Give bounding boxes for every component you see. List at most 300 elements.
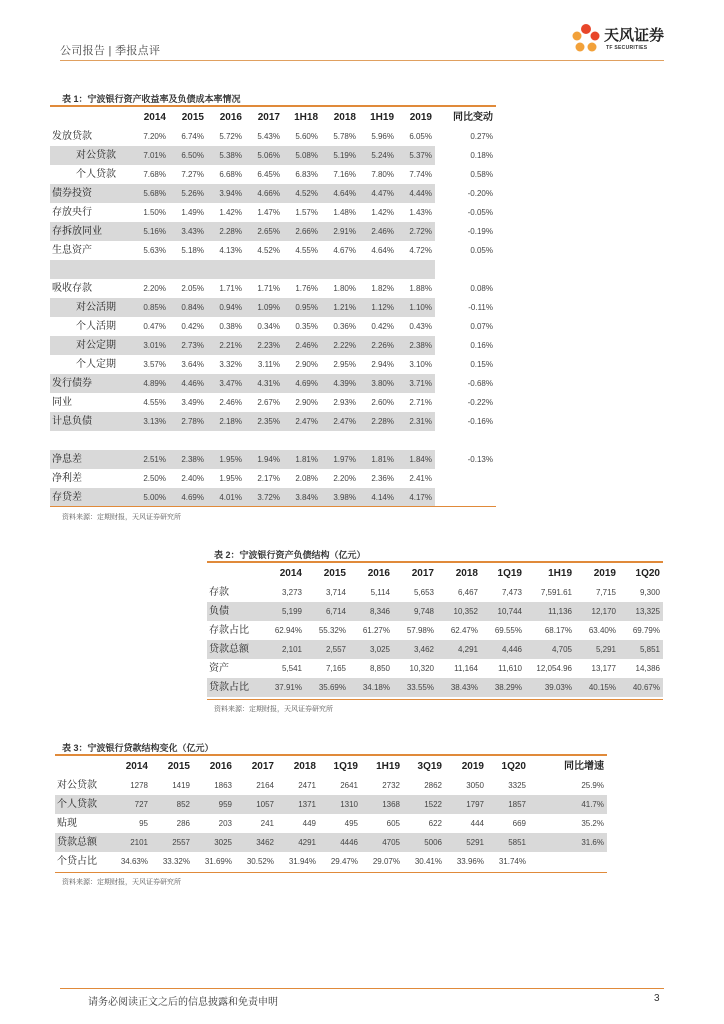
table1-row-label — [50, 260, 130, 279]
table1-cell: 2.50% — [143, 474, 166, 483]
table2-row — [207, 621, 663, 640]
table1-top-rule — [50, 105, 496, 107]
table3-cell: 3050 — [466, 781, 484, 790]
table1-cell — [359, 260, 397, 279]
footer-disclaimer: 请务必阅读正文之后的信息披露和免责申明 — [88, 997, 278, 1008]
table1-cell: 2.73% — [169, 336, 207, 355]
table2-cell: 6,714 — [305, 602, 349, 621]
header-divider — [60, 60, 664, 61]
table2-cell: 7,715 — [595, 588, 616, 597]
table1-cell: 2.46% — [359, 222, 397, 241]
table1-cell: 4.39% — [321, 374, 359, 393]
table1-row-label: 债券投资 — [50, 184, 130, 203]
table3-cell: 4291 — [277, 833, 319, 852]
company-logo — [570, 22, 670, 62]
table3-cell: 1310 — [319, 795, 361, 814]
table1-cell: 4.64% — [371, 246, 394, 255]
table3-col-header: 2015 — [167, 761, 190, 772]
table1-cell: -0.13% — [435, 450, 496, 469]
table1-cell: 5.19% — [321, 146, 359, 165]
table1-cell — [169, 260, 207, 279]
table1-cell: 2.41% — [409, 474, 432, 483]
table1-cell: 7.27% — [181, 170, 204, 179]
table1-cell: 0.95% — [283, 298, 321, 317]
table1-cell: 2.21% — [207, 336, 245, 355]
table1-cell: 6.74% — [181, 132, 204, 141]
table1-cell: 1.71% — [257, 284, 280, 293]
table2-cell: 62.47% — [450, 626, 478, 635]
table1-row-label — [50, 431, 130, 450]
table3-cell: 29.07% — [372, 857, 400, 866]
table1-cell — [435, 431, 496, 450]
table1-row-label: 存拆放同业 — [50, 222, 130, 241]
table2-col-header: 2016 — [367, 568, 390, 579]
table1-cell — [245, 260, 283, 279]
table1-cell: 0.85% — [130, 298, 169, 317]
table2-cell: 10,320 — [409, 664, 434, 673]
table3-cell: 727 — [109, 795, 151, 814]
table2-row-label: 资产 — [209, 663, 229, 674]
table1-cell: 5.60% — [295, 132, 318, 141]
table2-cell: 35.69% — [305, 678, 349, 697]
table3-col-header: 3Q19 — [417, 761, 442, 772]
table1-cell: 1.97% — [321, 450, 359, 469]
table1-cell: 0.84% — [169, 298, 207, 317]
table2-cell: 55.32% — [318, 626, 346, 635]
table1-row — [50, 450, 496, 469]
table1-cell: 2.08% — [295, 474, 318, 483]
table1-cell: 4.44% — [397, 184, 435, 203]
table2-col-header: 2015 — [323, 568, 346, 579]
table1-cell: 1.71% — [219, 284, 242, 293]
table2-cell: 3,714 — [325, 588, 346, 597]
table1-row-label: 个人贷款 — [76, 169, 116, 180]
table1-col-header: 2014 — [143, 112, 166, 123]
table2-cell: 3,462 — [393, 640, 437, 659]
table3-cell: 1278 — [130, 781, 148, 790]
table3-cell: 2101 — [109, 833, 151, 852]
table3-cell: 622 — [428, 819, 442, 828]
table1-cell: 2.35% — [245, 412, 283, 431]
table3-cell: 241 — [260, 819, 274, 828]
table1-cell: 4.17% — [397, 488, 435, 507]
table1-cell: 2.90% — [295, 360, 318, 369]
table1-cell: 1.12% — [359, 298, 397, 317]
table2-row — [207, 602, 663, 621]
table1-row-label: 同业 — [52, 397, 72, 408]
table1-cell: 1.76% — [295, 284, 318, 293]
table3-cell: 2557 — [151, 833, 193, 852]
table1-cell — [397, 431, 435, 450]
table1-cell: 0.08% — [470, 284, 493, 293]
table2-cell: 2,101 — [257, 640, 305, 659]
table2-cell: 7,473 — [501, 588, 522, 597]
table1-cell: 2.65% — [245, 222, 283, 241]
table2-cell: 2,557 — [305, 640, 349, 659]
table3-cell: 959 — [193, 795, 235, 814]
table3-cell: 1371 — [277, 795, 319, 814]
table1-cell: 2.20% — [143, 284, 166, 293]
table2-cell: 14,386 — [635, 664, 660, 673]
table1-cell — [130, 431, 169, 450]
table1-cell: 1.57% — [295, 208, 318, 217]
table3-col-header: 1H19 — [376, 761, 400, 772]
table2-col-header: 1H19 — [548, 568, 572, 579]
table3-cell: 1368 — [361, 795, 403, 814]
table1-cell: 2.60% — [371, 398, 394, 407]
table1-cell: 2.38% — [169, 450, 207, 469]
table1-cell: 4.72% — [409, 246, 432, 255]
table1-cell: 5.00% — [130, 488, 169, 507]
table1-cell: 4.55% — [143, 398, 166, 407]
table1-cell: 7.01% — [130, 146, 169, 165]
table1-row — [50, 146, 496, 165]
table2-cell: 39.03% — [525, 678, 575, 697]
table1-cell: 3.71% — [397, 374, 435, 393]
table3-cell: 1863 — [214, 781, 232, 790]
table1-cell: 4.55% — [295, 246, 318, 255]
table2-cell: 6,467 — [457, 588, 478, 597]
table1-cell: 2.26% — [359, 336, 397, 355]
table1-cell: 1.42% — [371, 208, 394, 217]
table1-cell: 5.38% — [207, 146, 245, 165]
table1-cell — [359, 431, 397, 450]
table1-cell: 4.13% — [219, 246, 242, 255]
table1-cell: 5.08% — [283, 146, 321, 165]
table1-cell: 3.11% — [257, 360, 280, 369]
table1-cell: 3.32% — [219, 360, 242, 369]
table1-row — [50, 412, 496, 431]
table1-cell: 1.47% — [257, 208, 280, 217]
table1-cell: 3.01% — [130, 336, 169, 355]
table1-cell: 2.93% — [333, 398, 356, 407]
table1-cell: 0.07% — [470, 322, 493, 331]
table1-cell: 2.38% — [397, 336, 435, 355]
table1-cell: 5.63% — [143, 246, 166, 255]
table1-cell — [435, 488, 496, 507]
table2-col-header — [207, 564, 257, 583]
table1-cell: -0.68% — [435, 374, 496, 393]
table1-row — [50, 393, 496, 412]
table2-title: 表 2：宁波银行资产负债结构（亿元） — [214, 550, 366, 560]
table1-cell: 1.94% — [245, 450, 283, 469]
table2-cell: 7,165 — [325, 664, 346, 673]
table1-cell: 2.23% — [245, 336, 283, 355]
table3-cell: 95 — [139, 819, 148, 828]
table1-cell: 1.10% — [397, 298, 435, 317]
table1-cell: 3.47% — [207, 374, 245, 393]
table1-row — [50, 298, 496, 317]
table1-row-label: 净利差 — [52, 473, 82, 484]
table1-cell: 4.69% — [169, 488, 207, 507]
table1-row-label: 存贷差 — [50, 488, 130, 507]
table1-row — [50, 469, 496, 488]
table2-col-header: 2019 — [593, 568, 616, 579]
table1-cell: 1.81% — [359, 450, 397, 469]
table3-cell: 2641 — [340, 781, 358, 790]
table1-cell: 0.35% — [295, 322, 318, 331]
table1-cell: 2.22% — [321, 336, 359, 355]
table1-cell: 2.95% — [333, 360, 356, 369]
table2-cell: 13,177 — [591, 664, 616, 673]
table1-cell: 3.72% — [245, 488, 283, 507]
table3-col-header: 同比增速 — [564, 761, 604, 772]
table1-cell: 2.66% — [283, 222, 321, 241]
table1-cell: 2.46% — [283, 336, 321, 355]
table1-cell: 3.13% — [130, 412, 169, 431]
table1-cell: 2.47% — [283, 412, 321, 431]
table3-cell: 2471 — [298, 781, 316, 790]
table2-cell: 63.40% — [588, 626, 616, 635]
table2-row-label: 贷款占比 — [207, 678, 257, 697]
table2-cell: 5,291 — [575, 640, 619, 659]
table1-cell: 3.94% — [207, 184, 245, 203]
table1-cell: 0.42% — [181, 322, 204, 331]
table2-row — [207, 583, 663, 602]
table1-cell: 3.43% — [169, 222, 207, 241]
table3-col-header: 1Q20 — [501, 761, 526, 772]
table1-cell: 0.15% — [470, 360, 493, 369]
table1-cell: 3.10% — [409, 360, 432, 369]
table2-bottom-rule — [207, 699, 663, 700]
table2-cell: 68.17% — [544, 626, 572, 635]
table1-cell: 0.18% — [435, 146, 496, 165]
table2-top-rule — [207, 561, 663, 563]
table3-row-label: 个贷占比 — [57, 856, 97, 867]
table2-cell: 12,170 — [575, 602, 619, 621]
table1-row-label: 对公定期 — [50, 336, 130, 355]
table2-cell: 3,025 — [349, 640, 393, 659]
table1-cell: 4.89% — [130, 374, 169, 393]
table3-row-label: 个人贷款 — [55, 795, 109, 814]
table1-cell: 1.49% — [181, 208, 204, 217]
table3-row-label: 对公贷款 — [57, 780, 97, 791]
table2-row — [207, 659, 663, 678]
table1-cell: 5.06% — [245, 146, 283, 165]
table1-cell: -0.11% — [435, 298, 496, 317]
table1-cell: 2.40% — [181, 474, 204, 483]
table2-cell: 11,164 — [454, 664, 478, 673]
table1-cell: 2.51% — [130, 450, 169, 469]
table1-cell: 4.67% — [333, 246, 356, 255]
table1-source: 资料来源：定期财报，天风证券研究所 — [62, 514, 181, 521]
table3-cell: 1857 — [487, 795, 529, 814]
table1-row — [50, 355, 496, 374]
table1-row — [50, 184, 496, 203]
table2-cell: 7,591.61 — [540, 588, 572, 597]
table3-header-row — [55, 757, 607, 776]
page-number: 3 — [654, 993, 660, 1004]
table3-cell: 1522 — [403, 795, 445, 814]
table1-cell: 3.84% — [283, 488, 321, 507]
table3-row — [55, 795, 607, 814]
table3-col-header — [55, 757, 109, 776]
table2-cell: 9,748 — [393, 602, 437, 621]
table3-col-header: 2018 — [293, 761, 316, 772]
table3-col-header: 2016 — [209, 761, 232, 772]
table3-source: 资料来源：定期财报，天风证券研究所 — [62, 879, 181, 886]
table1-row-label: 计息负债 — [50, 412, 130, 431]
table1-row — [50, 488, 496, 507]
table2-cell: 4,291 — [437, 640, 481, 659]
table1-cell: 0.27% — [470, 132, 493, 141]
table2-cell: 5,114 — [370, 588, 390, 597]
table1-row — [50, 165, 496, 184]
table2-col-header: 2014 — [279, 568, 302, 579]
table1-cell: 1.81% — [283, 450, 321, 469]
table3-row — [55, 852, 607, 871]
table1-cell: 5.78% — [333, 132, 356, 141]
table1-cell: 3.64% — [181, 360, 204, 369]
table1-cell: 1.43% — [409, 208, 432, 217]
table1-cell: 0.42% — [371, 322, 394, 331]
table3-cell: 2164 — [256, 781, 274, 790]
table1-row — [50, 203, 496, 222]
table1-row — [50, 374, 496, 393]
table1-cell: 1.82% — [371, 284, 394, 293]
table1-cell: 7.16% — [333, 170, 356, 179]
table1-cell: 1.42% — [219, 208, 242, 217]
table1-title: 表 1：宁波银行资产收益率及负债成本率情况 — [62, 94, 241, 104]
table1-cell: 0.38% — [219, 322, 242, 331]
table1-col-header: 1H18 — [294, 112, 318, 123]
table2-cell: 69.55% — [494, 626, 522, 635]
table1-cell: -0.20% — [435, 184, 496, 203]
table2-row-label: 存款 — [209, 587, 229, 598]
table3-row — [55, 833, 607, 852]
table3-cell: 852 — [151, 795, 193, 814]
table3-cell: 203 — [218, 819, 232, 828]
table1-cell — [207, 431, 245, 450]
table3-cell: 31.94% — [288, 857, 316, 866]
table3-cell: 4446 — [319, 833, 361, 852]
table3-cell: 31.69% — [204, 857, 232, 866]
table3-cell: 30.52% — [246, 857, 274, 866]
table1-cell — [397, 260, 435, 279]
table2-cell: 5,653 — [413, 588, 434, 597]
table3-bottom-rule — [55, 872, 607, 873]
table1-cell: 4.64% — [321, 184, 359, 203]
logo-chinese-name: 天风证券 — [604, 27, 665, 44]
table1-cell: 5.37% — [397, 146, 435, 165]
table3-cell: 1057 — [235, 795, 277, 814]
table1-cell: -0.19% — [435, 222, 496, 241]
table3-cell: 33.96% — [456, 857, 484, 866]
table1-cell: -0.16% — [435, 412, 496, 431]
table1-cell: 2.71% — [409, 398, 432, 407]
table3-cell: 33.32% — [162, 857, 190, 866]
table1-cell: 0.36% — [333, 322, 356, 331]
table1-cell: 7.68% — [143, 170, 166, 179]
table3-top-rule — [55, 754, 607, 756]
table2-cell: 69.79% — [632, 626, 660, 635]
table3-cell: 5006 — [403, 833, 445, 852]
table2-cell: 8,346 — [349, 602, 393, 621]
table3-cell: 1797 — [445, 795, 487, 814]
header-title: 公司报告 | 季报点评 — [60, 45, 161, 57]
table1-cell: 6.68% — [219, 170, 242, 179]
table2-cell: 12,054.96 — [536, 664, 572, 673]
table2-cell: 10,744 — [481, 602, 525, 621]
table1-row-label: 生息资产 — [52, 245, 92, 256]
table2-cell: 40.15% — [575, 678, 619, 697]
table1-cell: 1.09% — [245, 298, 283, 317]
table1-col-header: 2016 — [219, 112, 242, 123]
table1-cell: 2.17% — [257, 474, 280, 483]
table1-cell: 0.05% — [470, 246, 493, 255]
table1-cell: 2.90% — [295, 398, 318, 407]
table1-cell: 2.47% — [321, 412, 359, 431]
table3-cell: 35.2% — [581, 819, 604, 828]
table2-cell: 4,446 — [481, 640, 525, 659]
table1-col-header: 2019 — [409, 112, 432, 123]
table1-cell: 2.28% — [207, 222, 245, 241]
table1-cell: 3.98% — [321, 488, 359, 507]
table2-col-header: 1Q20 — [635, 568, 660, 579]
table3-cell: 1419 — [172, 781, 190, 790]
table2-cell: 40.67% — [619, 678, 663, 697]
logo-english-name: TF SECURITIES — [606, 45, 648, 51]
table2-cell: 11,610 — [498, 664, 522, 673]
table3-title: 表 3：宁波银行贷款结构变化（亿元） — [62, 743, 214, 753]
table1-cell: -0.22% — [467, 398, 493, 407]
table1-cell — [169, 431, 207, 450]
table2-cell: 38.43% — [437, 678, 481, 697]
table1-cell: 5.24% — [359, 146, 397, 165]
table1-cell: 4.52% — [257, 246, 280, 255]
table1-cell: 1.95% — [219, 474, 242, 483]
table2-cell: 5,541 — [281, 664, 302, 673]
table1-cell: 5.96% — [371, 132, 394, 141]
table1-cell: 2.28% — [359, 412, 397, 431]
table2-cell: 62.94% — [274, 626, 302, 635]
table1-cell: 2.20% — [333, 474, 356, 483]
table3-cell: 3025 — [193, 833, 235, 852]
table1-row-label: 净息差 — [50, 450, 130, 469]
table1-cell: 6.50% — [169, 146, 207, 165]
table1-row — [50, 241, 496, 260]
table3-cell: 2862 — [424, 781, 442, 790]
table1-cell: 2.72% — [397, 222, 435, 241]
table1-cell: -0.05% — [467, 208, 493, 217]
table2-header-row — [207, 564, 663, 583]
table1-row — [50, 260, 496, 279]
table1-cell: 5.72% — [219, 132, 242, 141]
table1-cell: 0.43% — [409, 322, 432, 331]
table1-row-label: 对公活期 — [50, 298, 130, 317]
table3-cell: 5851 — [487, 833, 529, 852]
table1-cell: 2.78% — [169, 412, 207, 431]
table1-cell: 1.95% — [207, 450, 245, 469]
table1-row-label: 吸收存款 — [52, 283, 92, 294]
table1-cell: 4.01% — [207, 488, 245, 507]
table1-cell: 0.58% — [470, 170, 493, 179]
table1-cell — [435, 469, 496, 488]
table1-row — [50, 222, 496, 241]
table3-col-header: 2017 — [251, 761, 274, 772]
table1-cell: 2.94% — [371, 360, 394, 369]
table1-cell — [130, 260, 169, 279]
table3-cell: 444 — [470, 819, 484, 828]
table2-col-header: 1Q19 — [497, 568, 522, 579]
table3-row — [55, 814, 607, 833]
table1-row-label: 存放央行 — [52, 207, 92, 218]
table3 — [55, 757, 607, 871]
table3-row — [55, 776, 607, 795]
table2-cell: 13,325 — [619, 602, 663, 621]
table3-cell: 2732 — [382, 781, 400, 790]
table1-cell: 1.80% — [333, 284, 356, 293]
